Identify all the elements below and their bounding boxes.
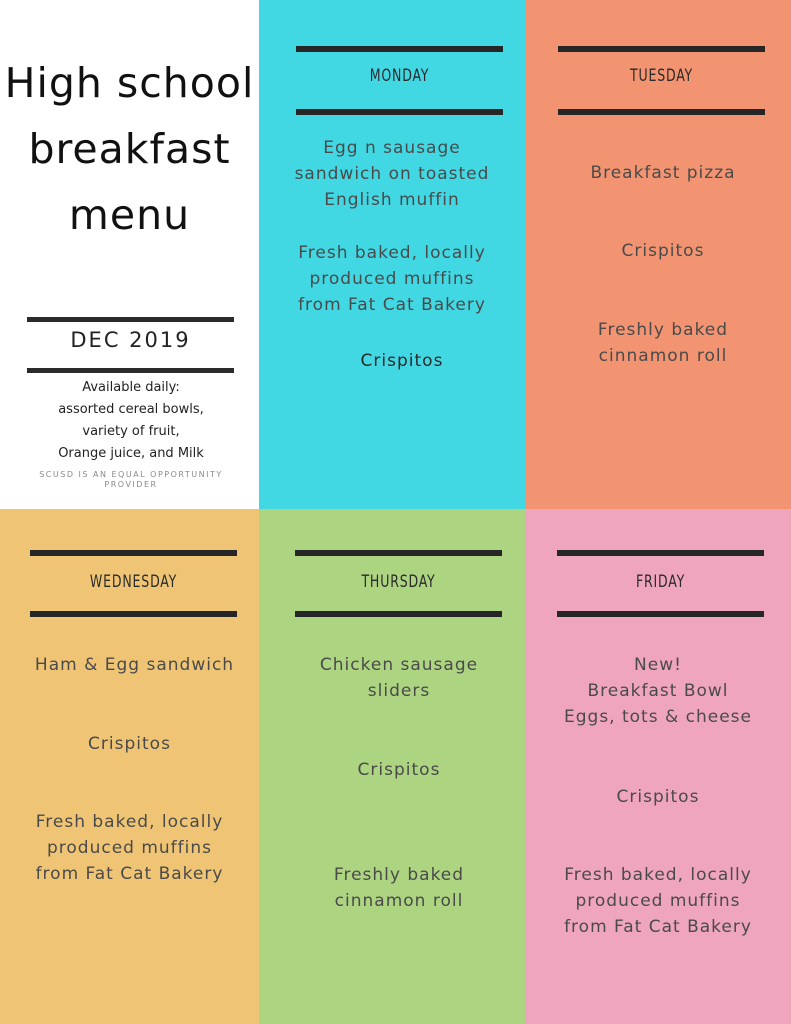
provider-line: PROVIDER (104, 480, 158, 489)
menu-item (269, 240, 515, 318)
day-top-rule (557, 550, 764, 556)
wednesday-panel (0, 509, 259, 1024)
menu-item (269, 135, 515, 213)
daily-line: variety of fruit, (82, 424, 180, 439)
day-bottom-rule (558, 109, 765, 115)
menu-item (535, 317, 791, 369)
menu-item-line: Chicken sausage (319, 655, 479, 675)
daily-line: Available daily: (82, 380, 180, 395)
day-top-rule (30, 550, 237, 556)
menu-item (269, 862, 525, 914)
menu-title-line: menu (68, 191, 191, 239)
menu-item-line: produced muffins (46, 838, 213, 858)
menu-item (525, 862, 791, 940)
day-heading: MONDAY (369, 66, 430, 86)
menu-item-line: cinnamon roll (334, 891, 464, 911)
menu-item-line: Crispitos (360, 351, 444, 371)
menu-item (5, 652, 259, 678)
menu-item-line: Fresh baked, locally (564, 865, 752, 885)
day-bottom-rule (30, 611, 237, 617)
day-top-rule (296, 46, 503, 52)
day-bottom-rule (295, 611, 502, 617)
month-top-rule (27, 317, 234, 322)
menu-item-line: Ham & Egg sandwich (34, 655, 235, 675)
menu-title-line: breakfast (28, 125, 231, 173)
menu-item-line: from Fat Cat Bakery (298, 295, 486, 315)
monday-panel (259, 0, 525, 509)
daily-line: assorted cereal bowls, (58, 402, 204, 417)
menu-item (5, 731, 254, 757)
menu-item-line: Crispitos (357, 760, 441, 780)
menu-item-line: Crispitos (88, 734, 171, 754)
menu-title (0, 50, 259, 248)
day-top-rule (558, 46, 765, 52)
menu-item-line: Fresh baked, locally (35, 812, 224, 832)
menu-item-line: sandwich on toasted (294, 164, 490, 184)
menu-item-line: English muffin (324, 190, 460, 210)
menu-item-line: sliders (367, 681, 431, 701)
provider-notice (20, 470, 242, 490)
menu-item-line: produced muffins (309, 269, 475, 289)
day-bottom-rule (557, 611, 764, 617)
menu-item-line: Eggs, tots & cheese (564, 707, 752, 727)
menu-item-line: New! (634, 655, 682, 675)
daily-items (20, 377, 242, 465)
day-heading: WEDNESDAY (89, 572, 178, 592)
menu-item-line: Fresh baked, locally (298, 243, 486, 263)
menu-item-line: Freshly baked (597, 320, 729, 340)
day-heading: FRIDAY (635, 572, 686, 592)
menu-item (525, 784, 791, 810)
friday-panel (525, 509, 791, 1024)
menu-item-line: Crispitos (621, 241, 705, 261)
thursday-panel (259, 509, 525, 1024)
provider-line: SCUSD IS AN EQUAL OPPORTUNITY (39, 470, 223, 479)
menu-item (525, 652, 791, 730)
menu-item (535, 238, 791, 264)
menu-item-line: produced muffins (575, 891, 741, 911)
day-heading: THURSDAY (361, 572, 436, 592)
day-top-rule (295, 550, 502, 556)
menu-item-line: from Fat Cat Bakery (35, 864, 224, 884)
day-bottom-rule (296, 109, 503, 115)
menu-item (269, 652, 525, 704)
menu-item (535, 160, 791, 186)
menu-item (269, 348, 525, 374)
menu-item-line: Crispitos (616, 787, 700, 807)
daily-line: Orange juice, and Milk (58, 446, 204, 461)
month-bottom-rule (27, 368, 234, 373)
menu-item (5, 809, 254, 887)
menu-item-line: Egg n sausage (323, 138, 461, 158)
menu-item-line: cinnamon roll (598, 346, 728, 366)
menu-item (269, 757, 525, 783)
menu-item-line: Freshly baked (333, 865, 465, 885)
month-label: DEC 2019 (70, 328, 191, 352)
title-panel (0, 0, 259, 509)
menu-title-line: High school (4, 59, 255, 107)
day-heading: TUESDAY (629, 66, 694, 86)
menu-item-line: Breakfast pizza (590, 163, 736, 183)
menu-item-line: Breakfast Bowl (587, 681, 729, 701)
menu-item-line: from Fat Cat Bakery (564, 917, 752, 937)
tuesday-panel (525, 0, 791, 509)
